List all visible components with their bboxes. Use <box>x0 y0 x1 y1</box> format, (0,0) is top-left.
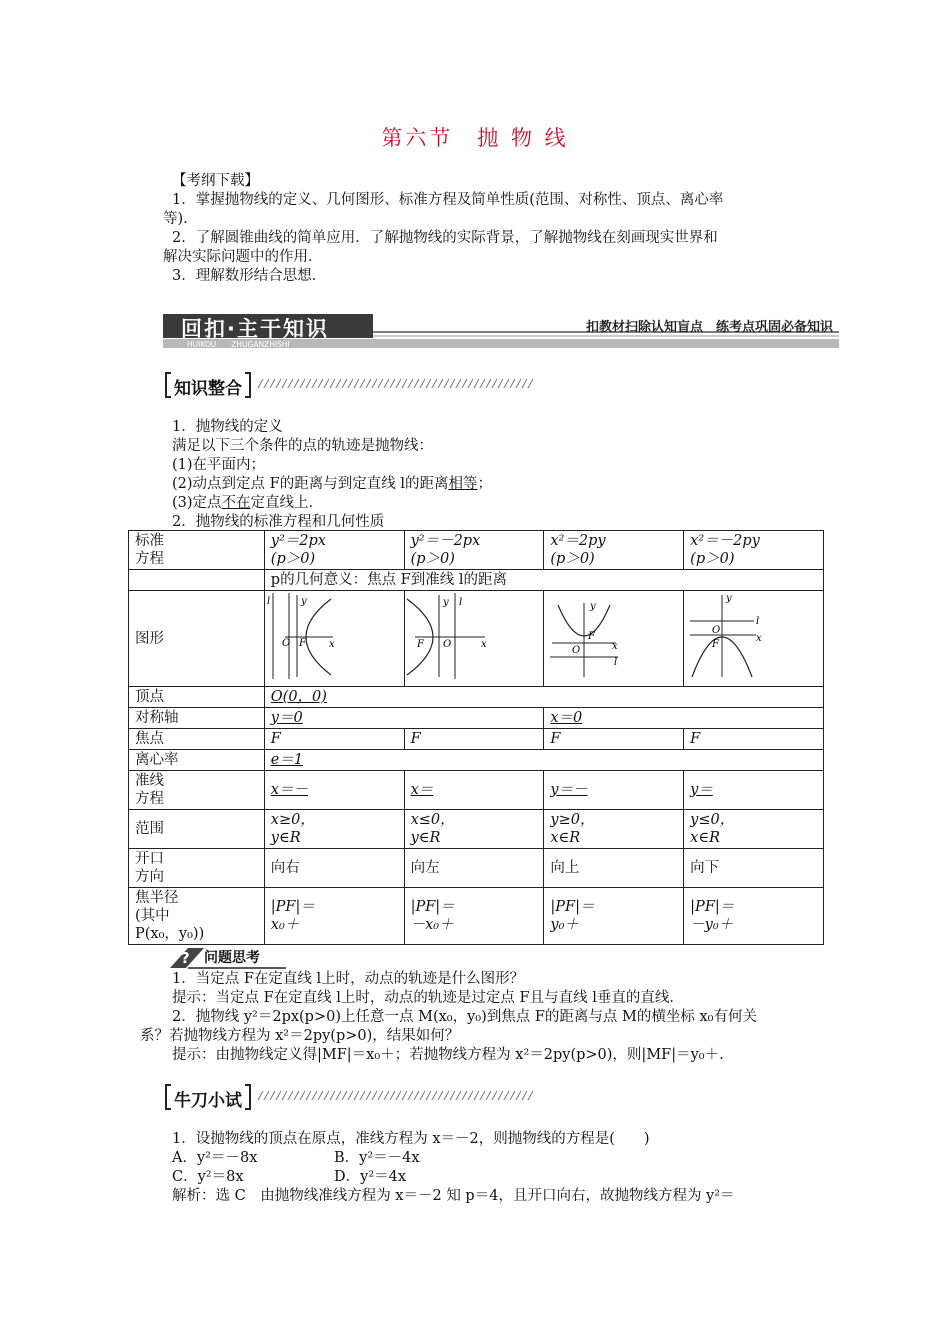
focal-cell: |PF|＝ －x₀＋ <box>404 888 544 945</box>
row-label: 准线 方程 <box>129 771 265 810</box>
label-o: O <box>442 639 451 650</box>
table-row <box>129 771 824 810</box>
banner-title: 回扣·主干知识 <box>181 317 329 341</box>
row-label: 顶点 <box>129 687 265 708</box>
directrix-cell <box>544 771 684 810</box>
label-y: y <box>726 593 732 604</box>
directrix-cell <box>404 771 544 810</box>
figure-right <box>264 591 404 687</box>
parabola-up-graph <box>544 591 680 681</box>
axis-right <box>544 708 824 729</box>
label-o: O <box>572 645 581 656</box>
row-label: 开口 方向 <box>129 849 265 888</box>
figure-down <box>684 591 824 687</box>
table-row <box>129 570 824 591</box>
vertex-answer: O(0，0) <box>270 689 327 705</box>
label-f: F <box>712 639 720 650</box>
definition-heading: 1．抛物线的定义 <box>172 419 283 435</box>
label-f: F <box>588 631 596 642</box>
table-row <box>129 708 824 729</box>
trial-label: 牛刀小试 <box>174 1091 242 1111</box>
parabola-left-graph <box>405 591 541 681</box>
range-cell: y≥0， x∈R <box>544 810 684 849</box>
row-label: 焦半径 (其中 P(x₀，y₀)) <box>129 888 265 945</box>
option-c: C．y²＝8x <box>172 1169 244 1185</box>
figure-left <box>404 591 544 687</box>
std-eq-right: y²＝2px (p＞0) <box>264 531 404 570</box>
label-x: x <box>328 639 335 650</box>
table-row <box>129 729 824 750</box>
label-o: O <box>281 638 290 649</box>
open-cell: 向右 <box>264 849 404 888</box>
std-eq-left: y²＝－2px (p＞0) <box>404 531 544 570</box>
banner-slogan: 扣教材扫除认知盲点 练考点巩固必备知识 <box>585 320 833 335</box>
focal-cell: |PF|＝ y₀＋ <box>544 888 684 945</box>
think-question: 系？若抛物线方程为 x²＝2py(p>0)，结果如何？ <box>140 1028 460 1044</box>
label-y: y <box>442 597 449 608</box>
focal-cell: |PF|＝ －y₀＋ <box>684 888 824 945</box>
focus-cell: F <box>404 729 544 750</box>
range-cell: x≤0， y∈R <box>404 810 544 849</box>
row-label: 离心率 <box>129 750 265 771</box>
section-banner <box>163 312 839 350</box>
trial-answer: 解析：选 C 由抛物线准线方程为 x＝－2 知 p＝4，且开口向右，故抛物线方程为 y²＝ <box>172 1188 735 1204</box>
condition-2 <box>172 475 492 494</box>
outline-heading: 【考纲下载】 <box>172 173 259 189</box>
ecc-value <box>264 750 823 771</box>
table-row <box>129 810 824 849</box>
vertex-value <box>264 687 823 708</box>
label-o: O <box>712 625 721 636</box>
table-heading: 2．抛物线的标准方程和几何性质 <box>172 514 385 530</box>
axis-left <box>264 708 544 729</box>
row-label: 对称轴 <box>129 708 265 729</box>
open-cell: 向左 <box>404 849 544 888</box>
page-title: 第六节 抛 物 线 <box>381 126 569 150</box>
directrix-answer: x＝ <box>410 782 434 798</box>
range-cell: x≥0， y∈R <box>264 810 404 849</box>
label-f: F <box>298 638 306 649</box>
directrix-answer: x＝－ <box>270 782 308 798</box>
svg-text:?: ? <box>181 949 190 967</box>
label-y: y <box>300 596 307 607</box>
trial-section-header <box>163 1082 543 1112</box>
directrix-answer: y＝－ <box>550 782 588 798</box>
ecc-answer: e＝1 <box>270 752 304 768</box>
row-label: 标准 方程 <box>129 531 265 570</box>
table-row <box>129 888 824 945</box>
condition-3-answer: 不在 <box>221 495 251 511</box>
outline-item: 解决实际问题中的作用． <box>163 249 323 265</box>
table-row <box>129 531 824 570</box>
outline-item: 等)． <box>163 211 198 227</box>
std-eq-up: x²＝2py (p＞0) <box>544 531 684 570</box>
table-row <box>129 591 824 687</box>
label-x: x <box>756 633 762 644</box>
think-question: 2．抛物线 y²＝2px(p>0)上任意一点 M(x₀，y₀)到焦点 F的距离与点 M的横坐标 x₀有何关 <box>172 1009 757 1025</box>
label-y: y <box>590 601 597 612</box>
label-x: x <box>480 639 487 650</box>
label-l: l <box>458 597 462 608</box>
axis-left-answer: y＝0 <box>270 710 303 726</box>
outline-item: 3．理解数形结合思想． <box>172 268 327 284</box>
trial-question: 1．设抛物线的顶点在原点，准线方程为 x＝－2，则抛物线的方程是( ) <box>172 1131 650 1147</box>
outline-item: 1．掌握抛物线的定义、几何图形、标准方程及简单性质(范围、对称性、顶点、离心率 <box>172 192 724 208</box>
think-answer: 提示：当定点 F在定直线 l上时，动点的轨迹是过定点 F且与直线 l垂直的直线． <box>172 990 684 1006</box>
think-header <box>168 944 288 970</box>
label-f: F <box>416 639 424 650</box>
condition-1: (1)在平面内； <box>172 457 266 473</box>
focus-cell: F <box>264 729 404 750</box>
table-row <box>129 750 824 771</box>
axis-right-answer: x＝0 <box>550 710 583 726</box>
option-a: A．y²＝－8x <box>172 1150 258 1166</box>
row-label-empty <box>129 570 265 591</box>
think-answer: 提示：由抛物线定义得|MF|＝x₀＋；若抛物线方程为 x²＝2py(p>0)，则|MF|＝y₀＋. <box>172 1047 724 1063</box>
banner-pinyin: HUIKOU ZHUGANZHISHI <box>187 340 290 349</box>
row-label: 图形 <box>129 591 265 687</box>
directrix-cell <box>684 771 824 810</box>
option-d: D．y²＝4x <box>334 1169 407 1185</box>
condition-2-text: (2)动点到定点 F的距离与到定直线 l的距离 <box>172 476 449 492</box>
open-cell: 向下 <box>684 849 824 888</box>
row-label: 焦点 <box>129 729 265 750</box>
label-l: l <box>266 596 270 607</box>
directrix-cell <box>264 771 404 810</box>
p-meaning: p的几何意义：焦点 F到准线 l的距离 <box>264 570 823 591</box>
condition-3-text: (3)定点 <box>172 495 222 511</box>
label-l: l <box>614 657 618 668</box>
label-x: x <box>612 641 619 652</box>
think-question: 1．当定点 F在定直线 l上时，动点的轨迹是什么图形？ <box>172 971 525 987</box>
directrix-answer: y＝ <box>690 782 713 798</box>
focus-cell: F <box>684 729 824 750</box>
definition-text: 满足以下三个条件的点的轨迹是抛物线： <box>172 438 433 454</box>
condition-2-end: ； <box>477 476 492 492</box>
condition-3 <box>172 494 323 513</box>
label-l: l <box>756 616 760 627</box>
open-cell: 向上 <box>544 849 684 888</box>
knowledge-section-header <box>163 370 543 400</box>
range-cell: y≤0， x∈R <box>684 810 824 849</box>
table-row <box>129 849 824 888</box>
figure-up <box>544 591 684 687</box>
std-eq-down: x²＝－2py (p＞0) <box>684 531 824 570</box>
knowledge-label: 知识整合 <box>174 379 242 399</box>
table-row <box>129 687 824 708</box>
option-b: B．y²＝－4x <box>334 1150 420 1166</box>
row-label: 范围 <box>129 810 265 849</box>
outline-item: 2．了解圆锥曲线的简单应用．了解抛物线的实际背景，了解抛物线在刻画现实世界和 <box>172 230 718 246</box>
focal-cell: |PF|＝ x₀＋ <box>264 888 404 945</box>
think-label: 问题思考 <box>204 950 260 966</box>
parabola-down-graph <box>684 591 820 681</box>
properties-table <box>128 530 824 945</box>
condition-3-end: 定直线上． <box>250 495 324 511</box>
focus-cell: F <box>544 729 684 750</box>
condition-2-answer: 相等 <box>448 476 478 492</box>
parabola-right-graph <box>265 591 401 681</box>
